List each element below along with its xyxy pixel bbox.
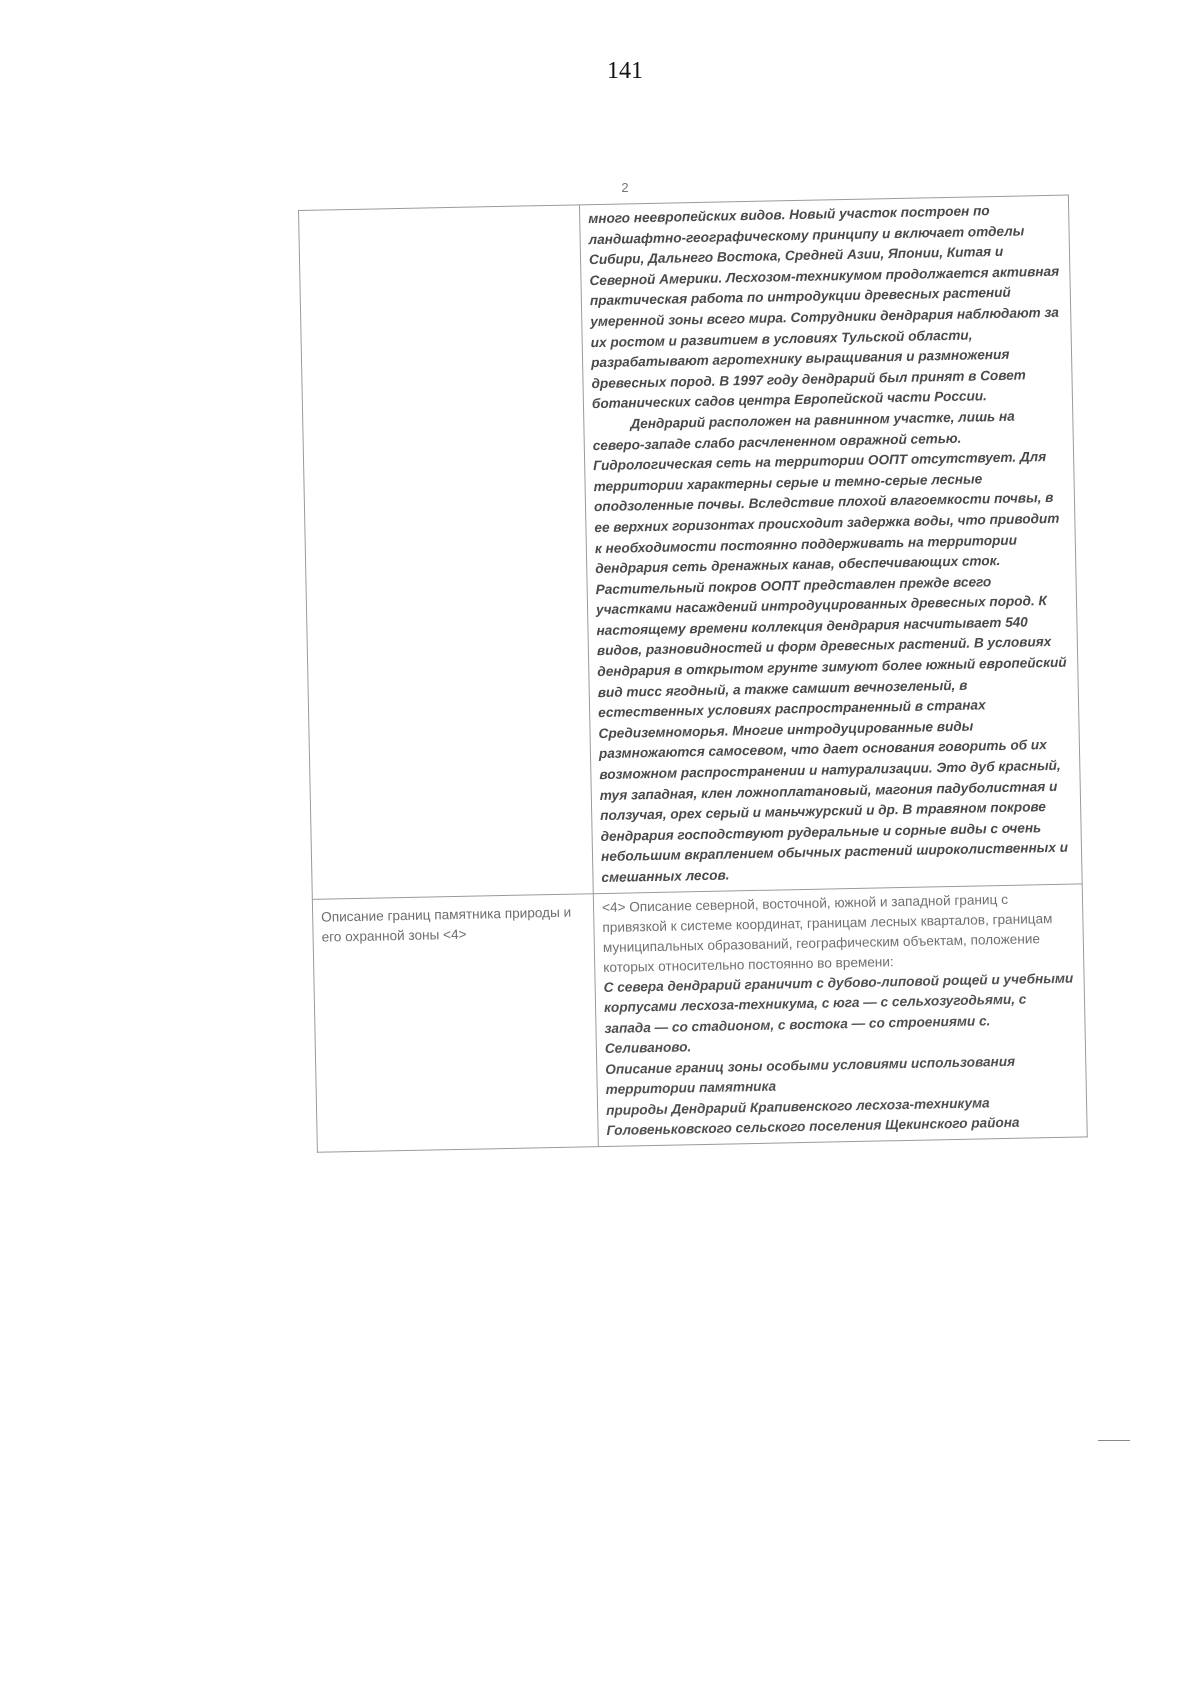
page-number: 141 — [607, 58, 643, 84]
margin-dash — [1098, 1440, 1130, 1441]
scanned-table-area — [298, 195, 1077, 1153]
description-paragraph-2: Дендрарий расположен на равнинном участке, лишь на северо-западе слабо расчлененном овражной сетью. Гидрологическая сеть на территории ООПТ отсутствует. Для территории характерны серые и темно-серые лесные оподзоленные почвы. Вследствие плохой влагоемкости почвы, в ее верхних горизонтах происходит задержка воды, что приводит к необходимости постоянно поддерживать на территории дендрария сеть дренажных канав, обеспечивающих сток. Растительный покров ООПТ представлен прежде всего участками насаждений интродуцированных древесных пород. К настоящему времени коллекция дендрария насчитывает 540 видов, разновидностей и форм древесных растений. В условиях дендрария в открытом грунте зимуют более южный европейский вид тисс ягодный, а также самшит вечнозеленый, в естественных условиях распространенный в странах Средиземноморья. Многие интродуцированные виды размножаются самосевом, что дает основания говорить об их возможном распространении и натурализации. Это дуб красный, туя западная, клен ложноплатановый, магония падуболистная и ползучая, орех серый и маньчжурский и др. В травяном покрове дендрария господствуют рудеральные и сорные виды с очень небольшим вкраплением обычных растений широколиственных и смешанных лесов. — [592, 408, 1069, 886]
boundary-note: <4> Описание северной, восточной, южной и западной границ с привязкой к системе координат, границам лесных кварталов, границам муниципальных образований, географическим объектам, положение которых относительно постоянно во времени: — [601, 891, 1053, 975]
description-cell — [579, 195, 1082, 893]
boundary-label: Описание границ памятника природы и его охранной зоны <4> — [321, 904, 572, 945]
empty-label-cell — [299, 205, 594, 899]
description-paragraph-1: много неевропейских видов. Новый участок построен по ландшафтно-географическому принципу и включает отделы Сибири, Дальнего Востока, Средней Азии, Японии, Китая и Северной Америки. Лесхозом-техникумом продолжается активная практическая работа по интродукции древесных растений умеренной зоны всего мира. Сотрудники дендрария наблюдают за их ростом и развитием в условиях Тульской области, разрабатывают агротехнику выращивания и размножения древесных пород. В 1997 году дендрарий был принят в Совет ботанических садов центра Европейской части России. — [588, 203, 1060, 412]
table-row-boundaries — [312, 883, 1087, 1151]
boundary-content-cell — [593, 883, 1087, 1146]
zone-line-1: природы Дендрарий Крапивенского лесхоза-техникума — [605, 1094, 990, 1118]
sub-page-number: 2 — [621, 180, 629, 195]
zone-line-2: Головеньковского сельского поселения Щекинского района — [606, 1114, 1020, 1139]
boundary-borders: С севера дендрарий граничит с дубово-липовой рощей и учебными корпусами лесхоза-техникума, с юга — с сельхозугодьями, с запада — со стадионом, с востока — со строениями с. Селиваново. — [603, 970, 1074, 1057]
zone-heading: Описание границ зоны особыми условиями использования территории памятника — [605, 1053, 1016, 1098]
passport-table — [298, 195, 1088, 1153]
boundary-label-cell — [312, 893, 598, 1152]
table-row-continuation — [299, 195, 1083, 899]
